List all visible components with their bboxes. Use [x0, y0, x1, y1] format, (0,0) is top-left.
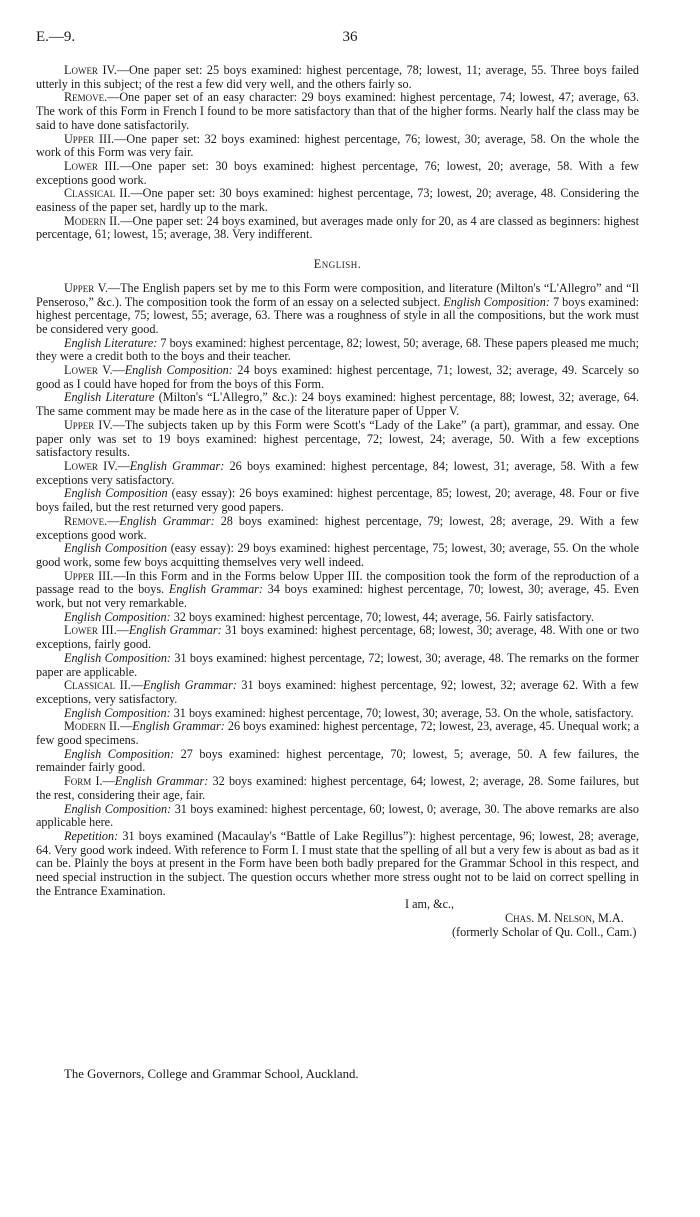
paragraph-text: 32 boys examined: highest percentage, 64; lowest, 2; average, 28. Some failures, but the rest, considering their age, fair.	[36, 774, 639, 802]
subject-label: English Composition	[64, 541, 168, 556]
english-paragraph	[36, 720, 639, 747]
paragraph-intro: —	[130, 678, 143, 693]
subject-label: English Composition:	[64, 801, 172, 816]
paragraph-text: 31 boys examined: highest percentage, 60; lowest, 0; average, 30. The above remarks are also applicable here.	[36, 801, 639, 830]
english-paragraph	[36, 611, 639, 625]
paragraph-text: 31 boys examined: highest percentage, 70; lowest, 30; average, 53. On the whole, satisfactory.	[170, 705, 634, 720]
english-paragraph	[36, 542, 639, 569]
english-paragraph	[36, 679, 639, 706]
paragraph-text: 28 boys examined: highest percentage, 79; lowest, 28; average, 29. With a few exceptions good work.	[36, 513, 639, 542]
page-header	[36, 28, 664, 46]
subject-label: English Composition	[64, 486, 168, 501]
report-code: E.—9.	[36, 29, 76, 45]
subject-label: English Composition:	[64, 705, 171, 720]
paragraph-text: —One paper set: 25 boys examined: highest percentage, 78; lowest, 11; average, 55. Three boys failed utterly in this subject; of the rest a few did very well, and the others fairly so.	[36, 63, 639, 91]
form-name: Upper V.	[64, 280, 108, 295]
subject-label: English Grammar:	[129, 458, 225, 473]
form-name: Lower IV.	[64, 63, 117, 77]
form-name: Upper III.	[64, 568, 114, 583]
form-name: Lower III.	[64, 623, 117, 638]
english-paragraph	[36, 364, 639, 391]
paragraph-text: 24 boys examined: highest percentage, 71; lowest, 32; average, 49. Scarcely so good as I could have hoped for from the boys of this Form.	[36, 363, 639, 391]
paragraph-text: —One paper set: 24 boys examined, but averages made only for 20, as 4 are classed as beginners: highest percentage, 61; lowest, 15; average, 38. Very indifferent.	[36, 213, 639, 242]
paragraph-intro: —	[120, 719, 133, 734]
form-name: Classical II.	[64, 186, 131, 201]
french-paragraph	[36, 91, 639, 132]
french-paragraph	[36, 187, 639, 214]
report-body	[36, 64, 639, 954]
english-paragraph	[36, 337, 639, 364]
paragraph-text: 31 boys examined: highest percentage, 92; lowest, 32; average 62. With a few exceptions, very satisfactory.	[36, 678, 639, 706]
english-paragraph	[36, 652, 639, 679]
paragraph-text: 26 boys examined: highest percentage, 84; lowest, 31; average, 58. With a few exceptions very satisfactory.	[36, 458, 639, 487]
paragraph-text: —One paper set: 30 boys examined: highest percentage, 76; lowest, 20; average, 58. With a few exceptions good work.	[36, 158, 639, 187]
english-paragraph	[36, 748, 639, 775]
english-section	[36, 282, 639, 899]
subject-label: English Literature	[64, 390, 155, 405]
french-paragraph	[36, 64, 639, 91]
paragraph-text: 31 boys examined (Macaulay's “Battle of Lake Regillus”): highest percentage, 96; lowest, 28; average, 64. Very good work indeed. With reference to Form I. I must state that the spelling of all but a very few is about as bad as it can be. Plainly the boys at present in the Form have been both badly prepared for the Grammar School in this respect, and need special instruction in the subject. The question occurs whether more stress ought not to be laid on correct spelling in the Entrance Examination.	[36, 828, 639, 898]
form-name: Form I.	[64, 774, 103, 789]
addressee: The Governors, College and Grammar School, Auckland.	[64, 1067, 359, 1081]
subject-label: English Composition:	[64, 609, 171, 624]
paragraph-intro: —	[102, 774, 115, 789]
subject-label: English Composition:	[64, 746, 175, 761]
english-paragraph	[36, 391, 639, 418]
paragraph-text: 34 boys examined: highest percentage, 70; lowest, 30; average, 45. Even work, but not very remarkable.	[36, 582, 639, 611]
english-paragraph	[36, 803, 639, 830]
closing-block	[36, 898, 639, 954]
salutation: I am, &c.,	[405, 897, 455, 912]
paragraph-text: 32 boys examined: highest percentage, 70; lowest, 44; average, 56. Fairly satisfactory.	[170, 609, 594, 624]
subject-label: English Grammar:	[132, 719, 225, 734]
english-paragraph	[36, 460, 639, 487]
form-name: Lower V.	[64, 363, 113, 378]
form-name: Modern II.	[64, 719, 121, 734]
english-paragraph	[36, 830, 639, 899]
subject-label: English Grammar:	[114, 774, 209, 789]
english-paragraph	[36, 570, 639, 611]
form-name: Lower IV.	[64, 458, 118, 473]
paragraph-text: (easy essay): 26 boys examined: highest percentage, 85; lowest, 20; average, 48. Four or five boys failed, but the rest returned very good papers.	[36, 486, 640, 515]
paragraph-text: —One paper set: 32 boys examined: highest percentage, 76; lowest, 30; average, 58. On the whole the work of this Form was very fair.	[36, 131, 639, 160]
paragraph-intro: —	[117, 458, 130, 473]
english-paragraph	[36, 624, 639, 651]
form-name: Remove.	[64, 90, 108, 105]
french-paragraph	[36, 160, 639, 187]
english-paragraph	[36, 282, 639, 337]
paragraph-text: —One paper set of an easy character: 29 boys examined: highest percentage, 74; lowest, 47; average, 63. The work of this Form in French I found to be more satisfactory than that of the higher forms. Nearly half the class may be said to have done satisfactorily.	[36, 90, 639, 132]
english-paragraph	[36, 487, 639, 514]
paragraph-intro: —The subjects taken up by this Form were Scott's “Lady of the Lake” (a part), grammar, and essay. One paper only was set to 19 boys examined: highest percentage, 72; lowest, 24; average, 50. With a few exceptions satisfactory results.	[36, 417, 639, 460]
form-name: Lower III.	[64, 158, 120, 173]
subject-label: English Composition:	[443, 294, 550, 309]
english-paragraph	[36, 775, 639, 802]
paragraph-intro: —The English papers set by me to this Form were composition, and literature (Milton's “L'Allegro” and “Il Penseroso,” &c.). The composition took the form of an essay on a selected subject.	[36, 280, 639, 309]
form-name: Upper IV.	[64, 417, 113, 432]
subject-label: Repetition:	[64, 828, 119, 843]
french-paragraph	[36, 133, 639, 160]
subject-label: English Grammar:	[128, 623, 222, 638]
paragraph-intro: —	[107, 513, 120, 528]
form-name: Classical II.	[64, 678, 131, 693]
paragraph-intro: —	[112, 363, 125, 378]
paragraph-text: 7 boys examined: highest percentage, 82; lowest, 50; average, 68. These papers pleased me much; they were a credit both to the boys and their teacher.	[36, 335, 639, 364]
paragraph-text: 27 boys examined: highest percentage, 70; lowest, 5; average, 50. A few failures, the remainder fairly good.	[36, 746, 639, 775]
paragraph-text: 7 boys examined: highest percentage, 75; lowest, 55; average, 63. There was a roughness of style in all the compositions, but the work must be considered very good.	[36, 294, 639, 336]
french-section	[36, 64, 639, 242]
paragraph-text: (easy essay): 29 boys examined: highest percentage, 75; lowest, 30; average, 55. On the whole good work, some few boys acquitting themselves very well indeed.	[36, 541, 639, 569]
subject-label: English Composition:	[64, 650, 171, 665]
form-name: Upper III.	[64, 131, 115, 146]
paragraph-text: 31 boys examined: highest percentage, 68; lowest, 30; average, 48. With one or two exceptions, fairly good.	[36, 623, 639, 652]
english-paragraph	[36, 707, 639, 721]
paragraph-text: —One paper set: 30 boys examined: highest percentage, 73; lowest, 20; average, 48. Considering the easiness of the paper set, hardly up to the mark.	[36, 186, 639, 215]
paragraph-text: 26 boys examined: highest percentage, 72; lowest, 23, average, 45. Unequal work; a few good specimens.	[36, 719, 640, 748]
signature: Chas. M. Nelson, M.A.	[505, 911, 624, 926]
form-name: Remove.	[64, 513, 108, 528]
paragraph-intro: —In this Form and in the Forms below Upper III. the composition took the form of the reproduction of a passage read to the boys.	[36, 568, 639, 597]
paragraph-intro: —	[116, 623, 129, 638]
subject-label: English Grammar:	[119, 513, 215, 528]
english-paragraph	[36, 419, 639, 460]
english-heading: English.	[313, 257, 362, 272]
paragraph-text: (Milton's “L'Allegro,” &c.): 24 boys examined: highest percentage, 88; lowest, 32; average, 64. The same comment may be made here as in the case of the literature paper of Upper V.	[36, 390, 639, 419]
signature-credentials: (formerly Scholar of Qu. Coll., Cam.)	[452, 925, 637, 940]
french-paragraph	[36, 215, 639, 242]
paragraph-text: 31 boys examined: highest percentage, 72; lowest, 30; average, 48. The remarks on the former paper are applicable.	[36, 650, 639, 679]
subject-label: English Literature:	[64, 335, 158, 350]
subject-label: English Grammar:	[143, 678, 237, 693]
page-number: 36	[342, 29, 358, 45]
form-name: Modern II.	[64, 213, 121, 228]
subject-label: English Grammar:	[168, 582, 263, 597]
subject-label: English Composition:	[124, 363, 233, 378]
english-paragraph	[36, 515, 639, 542]
